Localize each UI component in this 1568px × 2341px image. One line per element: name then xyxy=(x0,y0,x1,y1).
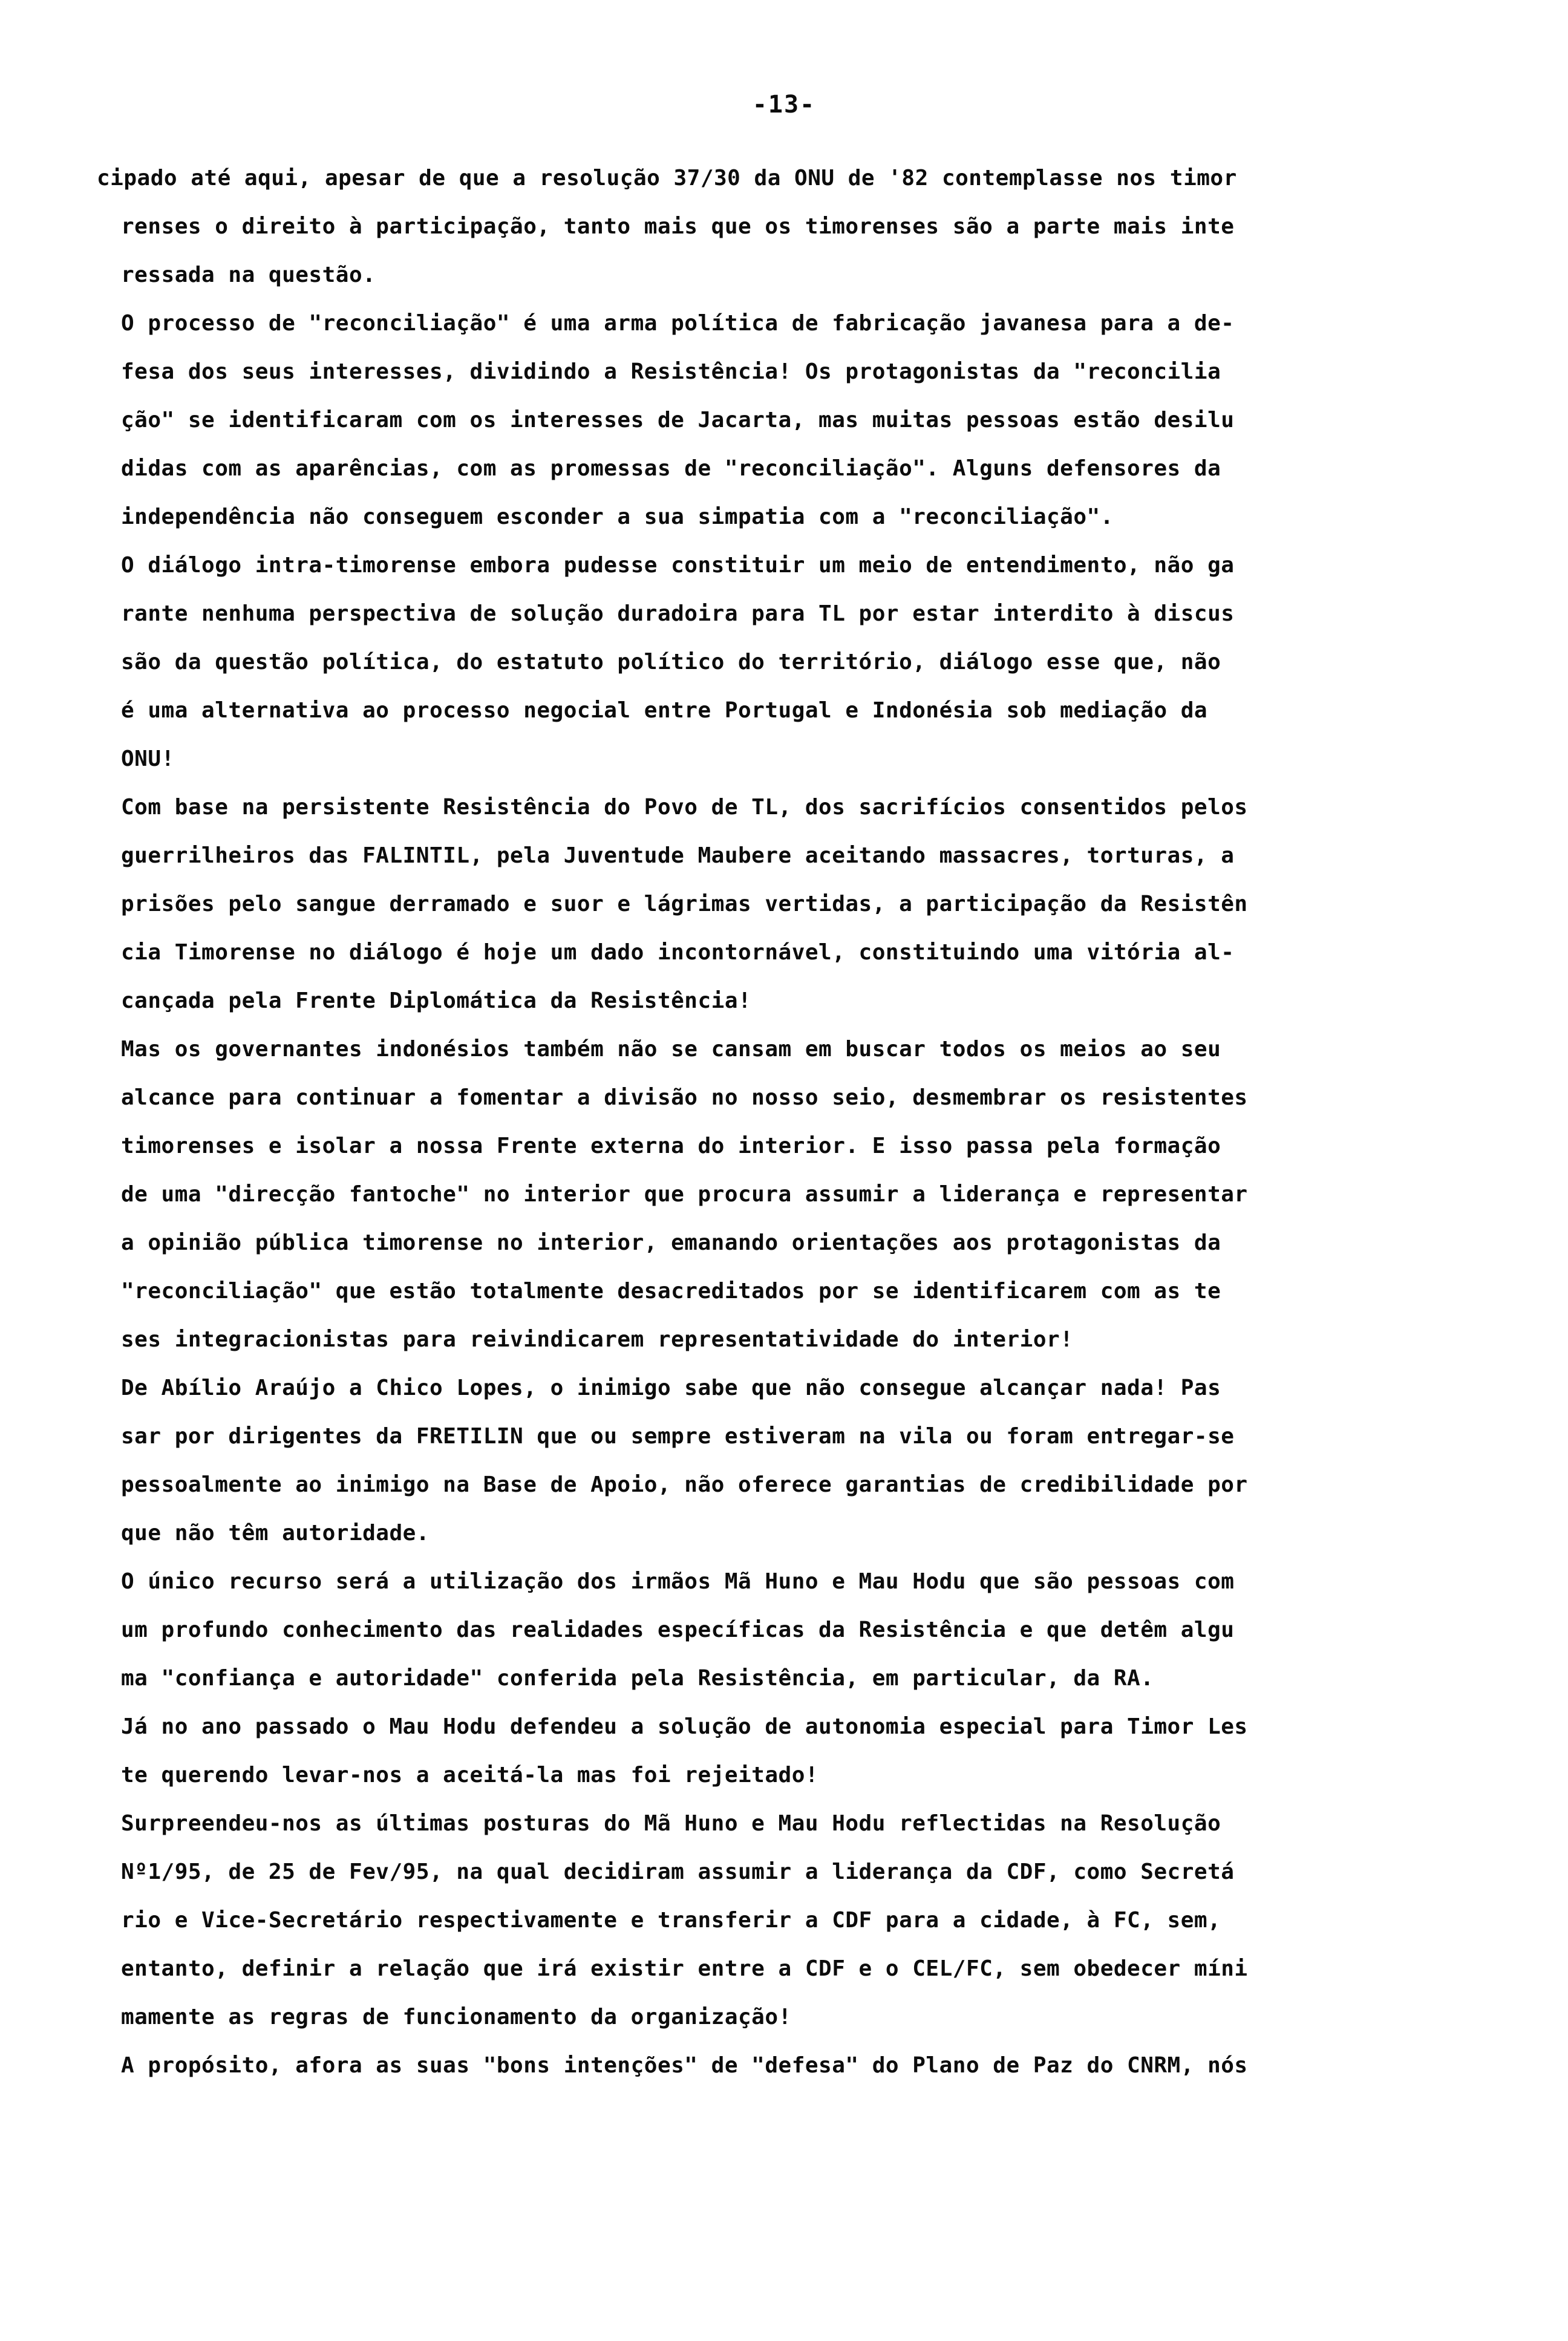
text-line: ressada na questão. xyxy=(121,263,376,287)
text-line: Surpreendeu-nos as últimas posturas do Mã Huno e Mau Hodu reflectidas na Resolução xyxy=(121,1811,1221,1836)
text-line: independência não conseguem esconder a sua simpatia com a "reconciliação". xyxy=(121,504,1114,529)
text-line: alcance para continuar a fomentar a divisão no nosso seio, desmembrar os resistentes xyxy=(121,1085,1248,1110)
text-line: timorenses e isolar a nossa Frente externa do interior. E isso passa pela formação xyxy=(121,1134,1221,1158)
text-line: De Abílio Araújo a Chico Lopes, o inimigo sabe que não consegue alcançar nada! Pas xyxy=(121,1376,1221,1400)
text-line: renses o direito à participação, tanto mais que os timorenses são a parte mais inte xyxy=(121,214,1235,239)
text-line: Já no ano passado o Mau Hodu defendeu a solução de autonomia especial para Timor Les xyxy=(121,1714,1248,1739)
text-line: O único recurso será a utilização dos irmãos Mã Huno e Mau Hodu que são pessoas com xyxy=(121,1569,1235,1594)
text-line: rante nenhuma perspectiva de solução duradoira para TL por estar interdito à discus xyxy=(121,601,1235,626)
text-line: Com base na persistente Resistência do Povo de TL, dos sacrifícios consentidos pelos xyxy=(121,795,1248,820)
text-line: sar por dirigentes da FRETILIN que ou sempre estiveram na vila ou foram entregar-se xyxy=(121,1424,1235,1449)
text-line: ONU! xyxy=(121,746,175,771)
text-line: A propósito, afora as suas "bons intenções" de "defesa" do Plano de Paz do CNRM, nós xyxy=(121,2053,1248,2078)
text-line: mamente as regras de funcionamento da organização! xyxy=(121,2005,792,2029)
text-line: entanto, definir a relação que irá existir entre a CDF e o CEL/FC, sem obedecer míni xyxy=(121,1956,1248,1981)
text-line: te querendo levar-nos a aceitá-la mas foi rejeitado! xyxy=(121,1763,819,1788)
text-line: Mas os governantes indonésios também não se cansam em buscar todos os meios ao seu xyxy=(121,1037,1221,1062)
text-line: ses integracionistas para reivindicarem representatividade do interior! xyxy=(121,1327,1074,1352)
text-line: Nº1/95, de 25 de Fev/95, na qual decidiram assumir a liderança da CDF, como Secretá xyxy=(121,1859,1235,1884)
text-line: didas com as aparências, com as promessas de "reconciliação". Alguns defensores da xyxy=(121,456,1221,481)
text-line: são da questão política, do estatuto político do território, diálogo esse que, não xyxy=(121,650,1221,674)
text-line: ção" se identificaram com os interesses de Jacarta, mas muitas pessoas estão desilu xyxy=(121,408,1235,433)
text-line: O processo de "reconciliação" é uma arma política de fabricação javanesa para a de- xyxy=(121,311,1235,336)
text-line: de uma "direcção fantoche" no interior que procura assumir a liderança e representar xyxy=(121,1182,1248,1207)
text-line: ma "confiança e autoridade" conferida pela Resistência, em particular, da RA. xyxy=(121,1666,1154,1691)
body-text xyxy=(97,154,1452,2090)
page-number: -13- xyxy=(752,91,816,119)
text-line: a opinião pública timorense no interior, emanando orientações aos protagonistas da xyxy=(121,1230,1221,1255)
text-line: é uma alternativa ao processo negocial entre Portugal e Indonésia sob mediação da xyxy=(121,698,1208,723)
text-line: cançada pela Frente Diplomática da Resistência! xyxy=(121,988,752,1013)
text-line: fesa dos seus interesses, dividindo a Resistência! Os protagonistas da "reconcilia xyxy=(121,359,1221,384)
text-line: que não têm autoridade. xyxy=(121,1521,430,1546)
text-line: pessoalmente ao inimigo na Base de Apoio, não oferece garantias de credibilidade por xyxy=(121,1472,1248,1497)
text-line: cipado até aqui, apesar de que a resolução 37/30 da ONU de '82 contemplasse nos timor xyxy=(97,166,1237,191)
text-line: guerrilheiros das FALINTIL, pela Juventude Maubere aceitando massacres, torturas, a xyxy=(121,843,1235,868)
text-line: "reconciliação" que estão totalmente desacreditados por se identificarem com as te xyxy=(121,1279,1221,1304)
text-line: um profundo conhecimento das realidades específicas da Resistência e que detêm algu xyxy=(121,1618,1235,1642)
text-line: prisões pelo sangue derramado e suor e lágrimas vertidas, a participação da Resistên xyxy=(121,892,1248,916)
text-line: cia Timorense no diálogo é hoje um dado incontornável, constituindo uma vitória al- xyxy=(121,940,1235,965)
text-line: rio e Vice-Secretário respectivamente e transferir a CDF para a cidade, à FC, sem, xyxy=(121,1908,1221,1933)
text-line: O diálogo intra-timorense embora pudesse constituir um meio de entendimento, não ga xyxy=(121,553,1235,578)
